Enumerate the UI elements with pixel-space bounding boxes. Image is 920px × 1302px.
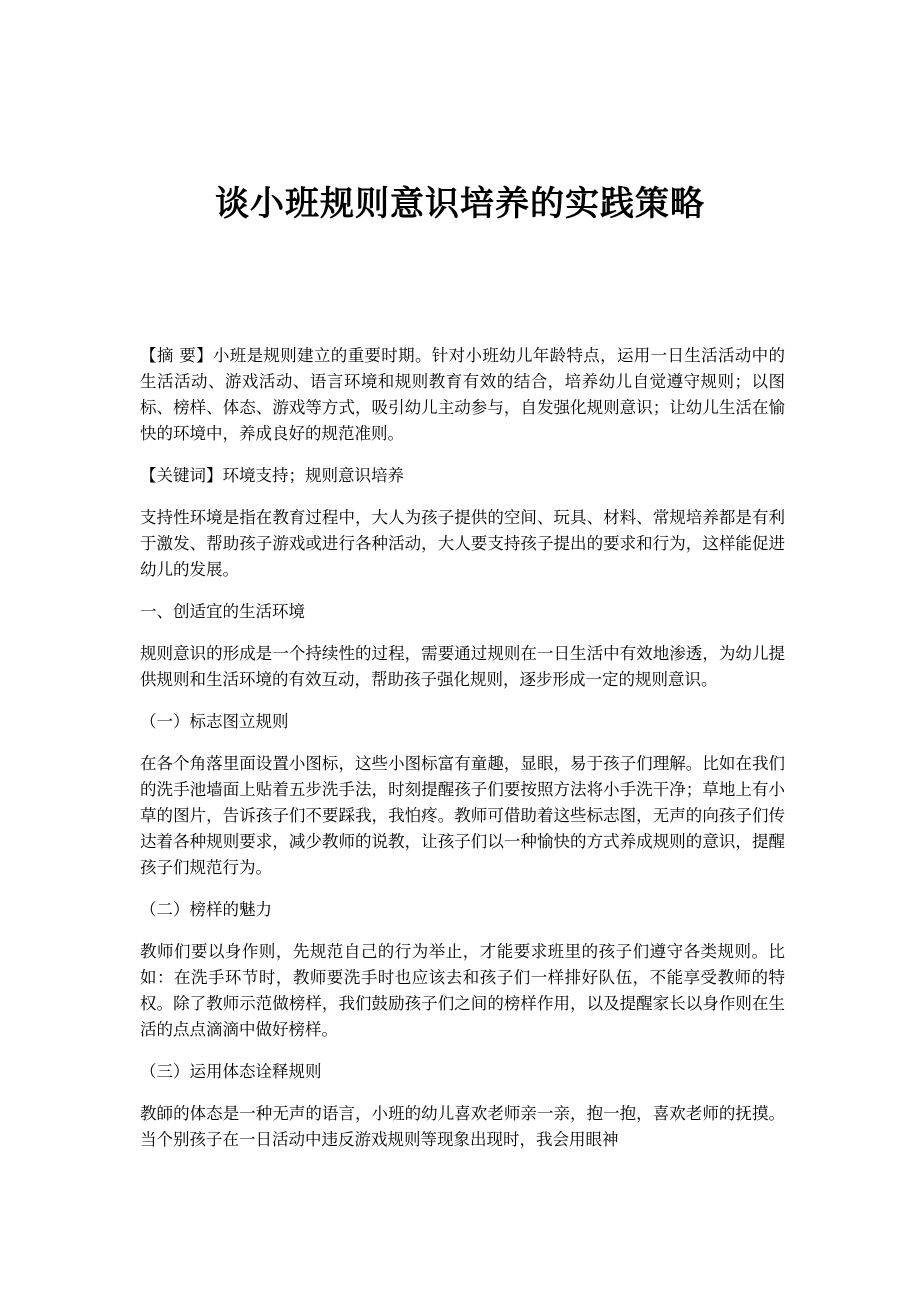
subsection-heading: （三）运用体态诠释规则 (140, 1062, 322, 1081)
subsection-heading: （一）标志图立规则 (140, 712, 289, 731)
document-body (140, 343, 785, 1169)
subsection-heading: （二）榜样的魅力 (140, 900, 272, 919)
document-title: 谈小班规则意识培养的实践策略 (215, 184, 705, 224)
body-paragraph: 教師的体态是一种无声的语言，小班的幼儿喜欢老师亲一亲，抱一抱，喜欢老师的抚摸。当个别孩子在一日活动中违反游戏规则等现象出现时，我会用眼神 (140, 1104, 785, 1149)
body-paragraph: 教师们要以身作则，先规范自己的行为举止，才能要求班里的孩子们遵守各类规则。比如：在洗手环节时，教师要洗手时也应该去和孩子们一样排好队伍，不能享受教师的特权。除了教师示范做榜样，我们鼓励孩子们之间的榜样作用，以及提醒家长以身作则在生活的点点滴滴中做好榜样。 (140, 942, 785, 1039)
intro-paragraph: 支持性环境是指在教育过程中，大人为孩子提供的空间、玩具、材料、常规培养都是有利于激发、帮助孩子游戏或进行各种活动，大人要支持孩子提出的要求和行为，这样能促进幼儿的发展。 (140, 508, 785, 579)
keywords-paragraph: 【关键词】环境支持；规则意识培养 (140, 466, 404, 485)
body-paragraph: 规则意识的形成是一个持续性的过程，需要通过规则在一日生活中有效地渗透，为幼儿提供规则和生活环境的有效互动，帮助孩子强化规则，逐步形成一定的规则意识。 (140, 644, 785, 689)
body-paragraph: 在各个角落里面设置小图标，这些小图标富有童趣，显眼，易于孩子们理解。比如在我们的洗手池墙面上贴着五步洗手法，时刻提醒孩子们要按照方法将小手洗干净；草地上有小草的图片，告诉孩子们不要踩我，我怕疼。教师可借助着这些标志图，无声的向孩子们传达着各种规则要求，减少教师的说教，让孩子们以一种愉快的方式养成规则的意识，提醒孩子们规范行为。 (140, 754, 785, 877)
section-heading: 一、创适宜的生活环境 (140, 602, 305, 621)
abstract-paragraph: 【摘 要】小班是规则建立的重要时期。针对小班幼儿年龄特点，运用一日生活活动中的生活活动、游戏活动、语言环境和规则教育有效的结合，培养幼儿自觉遵守规则；以图标、榜样、体态、游戏等方式，吸引幼儿主动参与，自发强化规则意识；让幼儿生活在愉快的环境中，养成良好的规范准则。 (140, 346, 785, 443)
